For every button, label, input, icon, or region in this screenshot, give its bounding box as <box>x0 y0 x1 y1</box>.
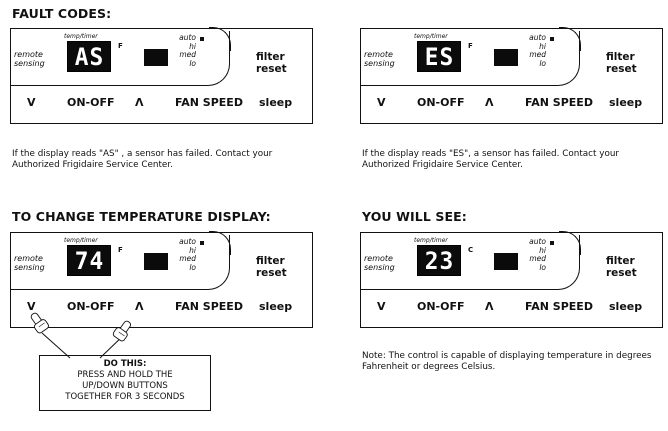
sleep-button[interactable]: sleep <box>609 96 643 109</box>
remote-sensing-label: remote sensing <box>364 50 395 68</box>
filter-reset-button[interactable]: filter reset <box>256 255 287 279</box>
fan-speed-button[interactable]: FAN SPEED <box>175 300 243 313</box>
remote-sensing-label: remote sensing <box>364 254 395 272</box>
up-button[interactable]: Λ <box>135 300 144 313</box>
sleep-button[interactable]: sleep <box>259 96 293 109</box>
temp-timer-label: temp/timer <box>64 237 98 244</box>
pointer-line-left <box>42 333 70 358</box>
temp-timer-label: temp/timer <box>64 33 98 40</box>
unit-indicator: F <box>468 42 473 50</box>
down-button[interactable]: V <box>27 96 36 109</box>
fan-speed-button[interactable]: FAN SPEED <box>525 96 593 109</box>
temperature-display: 74 <box>67 245 111 276</box>
fan-speed-indicators: auto hi med lo <box>529 33 546 68</box>
unit-indicator: F <box>118 246 123 254</box>
callout-line: TOGETHER FOR 3 SECONDS <box>65 392 185 402</box>
down-button[interactable]: V <box>377 96 386 109</box>
temperature-display: AS <box>67 41 111 72</box>
down-button[interactable]: V <box>377 300 386 313</box>
temperature-display: ES <box>417 41 461 72</box>
filter-reset-button[interactable]: filter reset <box>606 51 637 75</box>
pressing-hand-icon <box>112 318 134 342</box>
callout-title: DO THIS: <box>103 359 147 369</box>
up-button[interactable]: Λ <box>485 96 494 109</box>
unit-indicator: C <box>468 246 474 254</box>
callout-line: PRESS AND HOLD THE <box>77 370 173 380</box>
sleep-button[interactable]: sleep <box>259 300 293 313</box>
up-button[interactable]: Λ <box>485 300 494 313</box>
note-temperature-units: Note: The control is capable of displaying temperature in degrees Fahrenheit or degrees Celsius. <box>362 351 652 372</box>
temperature-display: 23 <box>417 245 461 276</box>
remote-sensing-label: remote sensing <box>14 254 45 272</box>
callout-line: UP/DOWN BUTTONS <box>82 381 168 391</box>
fan-speed-indicators: auto hi med lo <box>179 237 196 272</box>
filter-reset-button[interactable]: filter reset <box>256 51 287 75</box>
remote-sensing-label: remote sensing <box>14 50 45 68</box>
fan-speed-indicators: auto hi med lo <box>529 237 546 272</box>
heading-change-temperature: TO CHANGE TEMPERATURE DISPLAY: <box>12 209 271 224</box>
up-button[interactable]: Λ <box>135 96 144 109</box>
heading-fault-codes: FAULT CODES: <box>12 6 112 21</box>
note-es-sensor-failed: If the display reads "ES", a sensor has failed. Contact your Authorized Frigidaire Service Center. <box>362 149 620 170</box>
pressing-hand-icon <box>28 310 50 334</box>
on-off-button[interactable]: ON-OFF <box>67 96 115 109</box>
on-off-button[interactable]: ON-OFF <box>417 96 465 109</box>
note-as-sensor-failed: If the display reads "AS" , a sensor has failed. Contact your Authorized Frigidaire Service Center. <box>12 149 273 170</box>
fan-speed-button[interactable]: FAN SPEED <box>175 96 243 109</box>
unit-indicator: F <box>118 42 123 50</box>
temp-timer-label: temp/timer <box>414 33 448 40</box>
filter-reset-button[interactable]: filter reset <box>606 255 637 279</box>
temp-timer-label: temp/timer <box>414 237 448 244</box>
sleep-button[interactable]: sleep <box>609 300 643 313</box>
on-off-button[interactable]: ON-OFF <box>417 300 465 313</box>
down-button[interactable]: V <box>27 300 36 313</box>
fan-speed-button[interactable]: FAN SPEED <box>525 300 593 313</box>
heading-you-will-see: YOU WILL SEE: <box>362 209 467 224</box>
on-off-button[interactable]: ON-OFF <box>67 300 115 313</box>
fan-speed-indicators: auto hi med lo <box>179 33 196 68</box>
